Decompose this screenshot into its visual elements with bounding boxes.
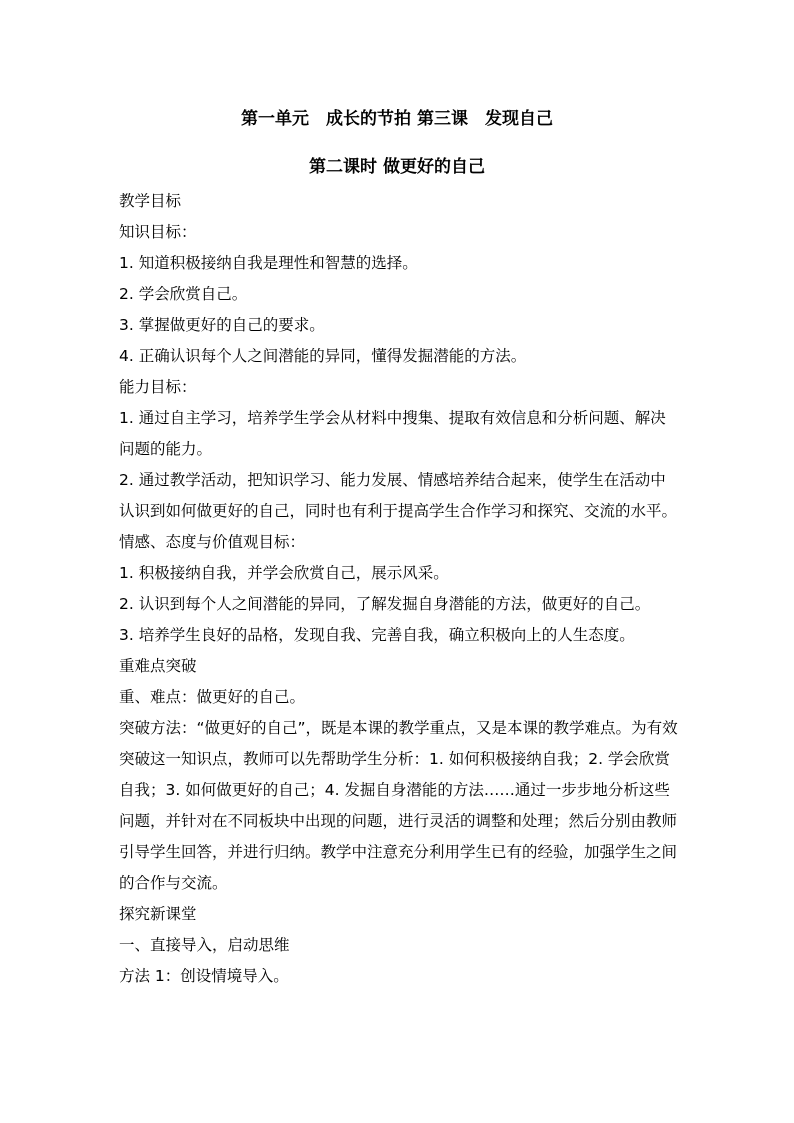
knowledge-item: 2. 学会欣赏自己。 [119,285,248,303]
knowledge-item: 4. 正确认识每个人之间潜能的异同，懂得发掘潜能的方法。 [119,347,527,365]
emotion-item: 1. 积极接纳自我，并学会欣赏自己，展示风采。 [119,564,449,582]
emotion-item: 3. 培养学生良好的品格，发现自我、完善自我，确立积极向上的人生态度。 [119,626,635,644]
emotion-heading: 情感、态度与价值观目标： [119,533,306,551]
method-one: 方法 1：创设情境导入。 [119,967,289,985]
knowledge-item: 3. 掌握做更好的自己的要求。 [119,316,325,334]
document-body [119,186,681,992]
explore-heading: 探究新课堂 [119,905,197,923]
ability-item: 1. 通过自主学习，培养学生学会从材料中搜集、提取有效信息和分析问题、解决问题的能力。 [119,409,666,458]
knowledge-heading: 知识目标： [119,223,197,241]
method-paragraph: 突破方法：“做更好的自己”，既是本课的教学重点，又是本课的教学难点。为有效突破这一知识点，教师可以先帮助学生分析：1. 如何积极接纳自我；2. 学会欣赏自我；3. 如何做更好的自己；4. 发掘自身潜能的方法……通过一步步地分析这些问题，并针对在不同板块中出现的问题，进行灵活的调整和处理；然后分别由教师引导学生回答，并进行归纳。教学中注意充分利用学生已有的经验，加强学生之间的合作与交流。 [119,719,678,892]
objectives-heading: 教学目标 [119,192,182,210]
ability-heading: 能力目标： [119,378,197,396]
ability-item: 2. 通过教学活动，把知识学习、能力发展、情感培养结合起来，使学生在活动中认识到如何做更好的自己，同时也有利于提高学生合作学习和探究、交流的水平。 [119,471,678,520]
section-one-heading: 一、直接导入，启动思维 [119,936,290,954]
key-heading: 重难点突破 [119,657,197,675]
lesson-subtitle: 第二课时 做更好的自己 [309,157,485,177]
knowledge-item: 1. 知道积极接纳自我是理性和智慧的选择。 [119,254,418,272]
unit-title: 第一单元 成长的节拍 第三课 发现自己 [241,109,553,129]
emotion-item: 2. 认识到每个人之间潜能的异同，了解发掘自身潜能的方法，做更好的自己。 [119,595,651,613]
key-point: 重、难点：做更好的自己。 [119,688,306,706]
